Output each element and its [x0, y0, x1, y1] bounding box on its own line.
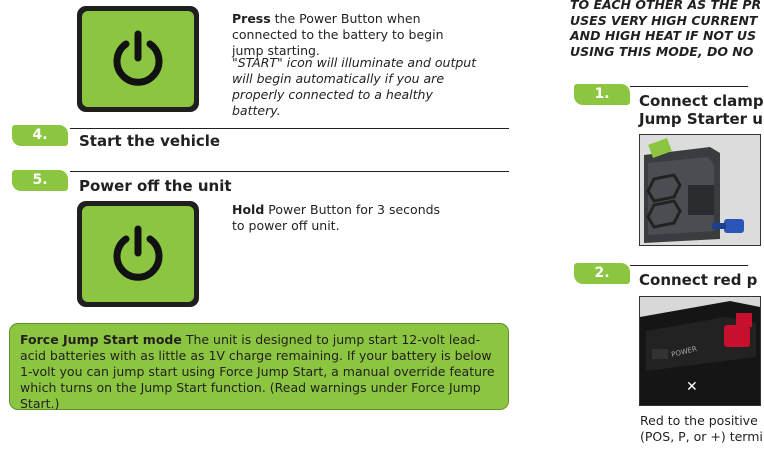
divider	[70, 128, 509, 129]
right-step-1-badge: 1.	[574, 84, 630, 105]
jump-starter-photo	[639, 134, 761, 246]
warning-line: USING THIS MODE, DO NO	[570, 43, 754, 59]
step-4-badge: 4.	[12, 125, 68, 146]
svg-text:✕: ✕	[686, 379, 698, 395]
battery-photo	[639, 296, 761, 406]
divider	[630, 86, 748, 87]
power-button-face	[82, 11, 194, 107]
press-label: Press	[232, 11, 271, 26]
warning-text	[570, 0, 760, 59]
warning-line: AND HIGH HEAT IF NOT US	[570, 28, 757, 43]
step-5-title: Power off the unit	[79, 177, 232, 195]
divider	[70, 171, 509, 172]
red-caption-line1: Red to the positive	[640, 413, 758, 428]
warning-line: USES VERY HIGH CURRENT	[570, 12, 758, 28]
svg-text:POWER: POWER	[670, 344, 698, 359]
start-note: "START" icon will illuminate and output will begin automatically if you are properly connected to a healthy battery.	[232, 55, 477, 118]
divider	[630, 265, 748, 266]
force-jump-start-box	[9, 323, 509, 410]
red-positive-caption	[640, 413, 763, 445]
right-step-2-title: Connect red p	[639, 271, 758, 289]
power-button-illustration	[77, 6, 199, 112]
hold-text: Power Button for 3 seconds to power off unit.	[232, 202, 441, 233]
force-jump-start-body: The unit is designed to jump start 12-volt lead-acid batteries with as little as 1V charge remaining. If your battery is below 1-volt you can jump start using Force Jump Start, a manual override feature which turns on the Jump Start function. (Read warnings under Force Jump Start.)	[20, 332, 495, 411]
press-instruction	[232, 11, 472, 59]
hold-label: Hold	[232, 202, 265, 217]
power-button-illustration	[77, 201, 199, 307]
right-step-1-line2: Jump Starter u	[639, 110, 763, 128]
step-4-title: Start the vehicle	[79, 132, 221, 150]
hold-instruction	[232, 202, 442, 234]
force-jump-start-title: Force Jump Start mode	[20, 332, 182, 347]
press-text: the Power Button when connected to the battery to begin jump starting.	[232, 11, 444, 58]
red-caption-line2: (POS, P, or +) termi	[640, 429, 763, 444]
power-icon	[107, 28, 169, 90]
right-step-2-badge: 2.	[574, 263, 630, 284]
battery-image	[640, 297, 760, 405]
power-icon	[107, 223, 169, 285]
power-button-face	[82, 206, 194, 302]
right-step-1-line1: Connect clamp	[639, 92, 764, 110]
step-5-badge: 5.	[12, 170, 68, 191]
right-step-1-title	[639, 92, 764, 128]
warning-line: TO EACH OTHER AS THE PR	[570, 0, 762, 12]
jump-starter-image	[640, 135, 760, 245]
